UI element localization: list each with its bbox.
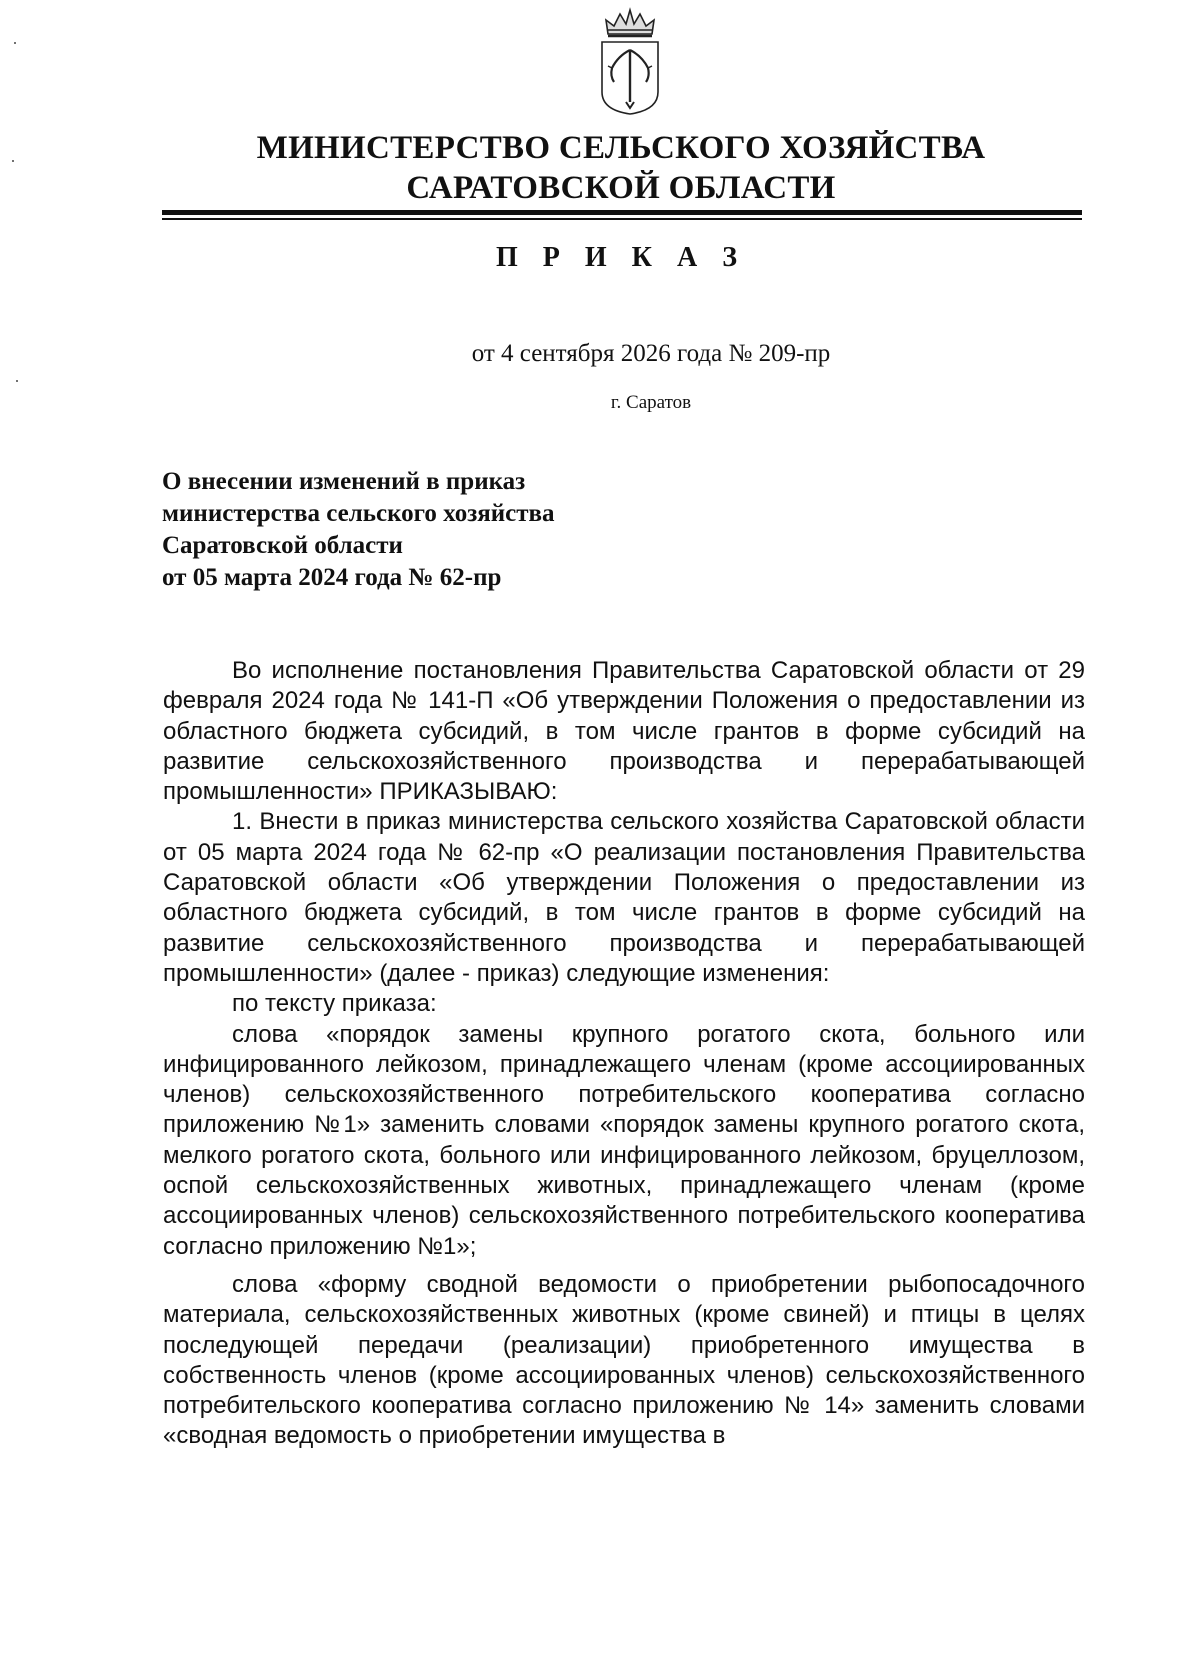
ministry-name-line1: МИНИСТЕРСТВО СЕЛЬСКОГО ХОЗЯЙСТВА xyxy=(256,130,986,166)
body-paragraph-preamble: Во исполнение постановления Правительства Саратовской области от 29 февраля 2024 года № 141-П «Об утверждении Положения о предоставлении из областного бюджета субсидий, в том числе грантов в форме субсидий на развитие сельскохозяйственного производства и перерабатывающей промышленности» ПРИКАЗЫВАЮ: xyxy=(163,657,1085,806)
order-title: П Р И К А З xyxy=(496,242,746,273)
body-paragraph-amendment-1: слова «порядок замены крупного рогатого скота, больного или инфицированного лейкозом, принадлежащего членам (кроме ассоциированных членов) сельскохозяйственного потребительского кооператива согласно приложению №1» заменить словами «порядок замены крупного рогатого скота, мелкого рогатого скота, больного или инфицированного лейкозом, бруцеллозом, оспой сельскохозяйственных животных, принадлежащего членам (кроме ассоциированных членов) сельскохозяйственного потребительского кооператива согласно приложению №1»; xyxy=(163,1020,1085,1260)
ministry-name-line2: САРАТОВСКОЙ ОБЛАСТИ xyxy=(406,170,836,206)
body-paragraph-item-1: 1. Внести в приказ министерства сельского хозяйства Саратовской области от 05 марта 2024 года № 62-пр «О реализации постановления Правительства Саратовской области «Об утверждении Положения о предоставлении из областного бюджета субсидий, в том числе грантов в форме субсидий на развитие сельскохозяйственного производства и перерабатывающей промышленности» (далее - приказ) следующие изменения: xyxy=(163,808,1085,987)
order-city: г. Саратов xyxy=(610,392,692,413)
header-rule-thin xyxy=(162,218,1082,220)
subject-line: Саратовской области xyxy=(162,532,403,559)
order-date-number: от 4 сентября 2026 года № 209-пр xyxy=(471,340,831,367)
body-paragraph-text-scope: по тексту приказа: xyxy=(232,990,437,1018)
scan-speck xyxy=(16,380,18,382)
subject-line: министерства сельского хозяйства xyxy=(162,500,555,527)
body-paragraph-amendment-2: слова «форму сводной ведомости о приобретении рыбопосадочного материала, сельскохозяйственных животных (кроме свиней) и птицы в целях последующей передачи (реализации) приобретенного имущества в собственность членов (кроме ассоциированных членов) сельскохозяйственного потребительского кооператива согласно приложению № 14» заменить словами «сводная ведомость о приобретении имущества в xyxy=(163,1270,1085,1450)
subject-line: от 05 марта 2024 года № 62-пр xyxy=(162,564,502,591)
header-rule-thick xyxy=(162,210,1082,215)
scan-speck xyxy=(14,42,16,44)
coat-of-arms-emblem xyxy=(590,6,670,118)
order-body xyxy=(163,656,1085,1452)
subject-line: О внесении изменений в приказ xyxy=(162,468,526,495)
order-subject xyxy=(162,466,862,594)
scan-speck xyxy=(12,160,14,162)
ministry-name xyxy=(160,128,1082,208)
